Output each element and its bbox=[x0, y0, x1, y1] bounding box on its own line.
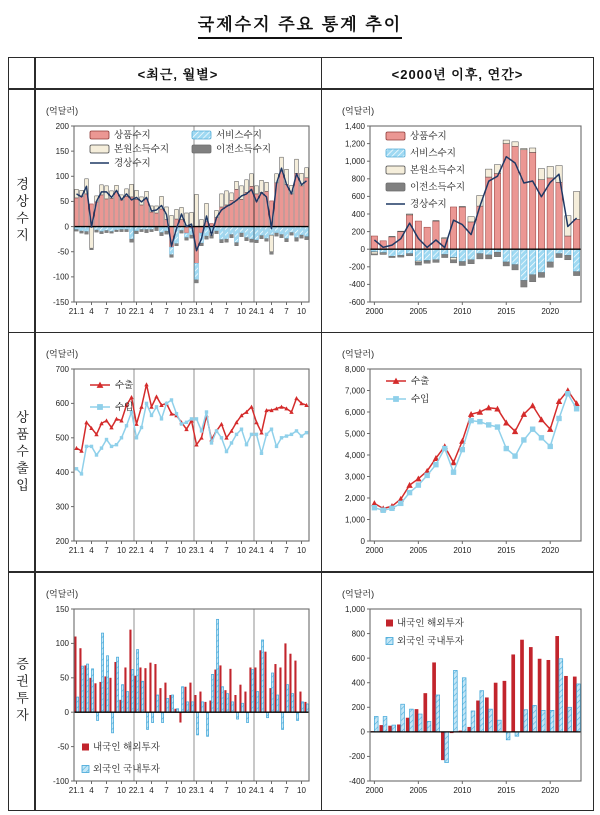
svg-text:22.1: 22.1 bbox=[128, 785, 144, 795]
svg-text:4: 4 bbox=[88, 546, 94, 555]
svg-text:이전소득수지: 이전소득수지 bbox=[410, 181, 466, 193]
svg-text:7: 7 bbox=[103, 785, 109, 795]
svg-text:상품수지: 상품수지 bbox=[410, 130, 447, 142]
svg-text:-100: -100 bbox=[52, 776, 69, 786]
svg-text:-50: -50 bbox=[56, 741, 69, 751]
row-label-securities: 증권투자 bbox=[9, 573, 34, 811]
svg-text:4: 4 bbox=[208, 785, 214, 795]
svg-text:-400: -400 bbox=[348, 776, 365, 786]
svg-text:600: 600 bbox=[351, 653, 365, 663]
svg-text:22.1: 22.1 bbox=[128, 306, 144, 316]
svg-text:-400: -400 bbox=[348, 279, 365, 289]
svg-text:500: 500 bbox=[55, 433, 69, 443]
svg-text:본원소득수지: 본원소득수지 bbox=[410, 164, 466, 176]
chart-securities-monthly bbox=[36, 573, 321, 811]
svg-text:7: 7 bbox=[223, 306, 229, 316]
current-account-monthly-svg bbox=[36, 90, 321, 332]
svg-text:800: 800 bbox=[351, 174, 365, 184]
svg-text:10: 10 bbox=[176, 785, 186, 795]
svg-text:400: 400 bbox=[351, 209, 365, 219]
svg-text:2010: 2010 bbox=[453, 785, 472, 795]
svg-text:외국인 국내투자: 외국인 국내투자 bbox=[397, 635, 464, 647]
svg-text:경상수지: 경상수지 bbox=[113, 157, 151, 169]
svg-text:23.1: 23.1 bbox=[188, 546, 204, 555]
svg-text:2020: 2020 bbox=[541, 785, 560, 795]
svg-text:0: 0 bbox=[360, 727, 365, 737]
svg-text:100: 100 bbox=[55, 171, 69, 181]
chart-current-account-monthly bbox=[36, 90, 321, 332]
securities-annual-svg bbox=[322, 573, 593, 811]
svg-text:내국인 해외투자: 내국인 해외투자 bbox=[397, 617, 464, 629]
svg-text:2010: 2010 bbox=[453, 546, 472, 555]
svg-text:-150: -150 bbox=[52, 297, 69, 307]
svg-text:2010: 2010 bbox=[453, 306, 472, 316]
svg-text:7: 7 bbox=[223, 546, 229, 555]
svg-text:1,000: 1,000 bbox=[344, 604, 365, 614]
svg-text:7: 7 bbox=[103, 546, 109, 555]
svg-text:이전소득수지: 이전소득수지 bbox=[215, 143, 271, 155]
svg-text:1,200: 1,200 bbox=[344, 138, 365, 148]
chart-securities-annual bbox=[322, 573, 593, 811]
chart-trade-annual bbox=[322, 333, 593, 571]
svg-text:(억달러): (억달러) bbox=[45, 588, 78, 599]
svg-text:(억달러): (억달러) bbox=[45, 105, 78, 116]
svg-text:400: 400 bbox=[351, 678, 365, 688]
trade-monthly-svg bbox=[36, 333, 321, 571]
svg-text:2,000: 2,000 bbox=[344, 493, 365, 503]
chart-current-account-annual bbox=[322, 90, 593, 332]
svg-text:50: 50 bbox=[59, 196, 69, 206]
svg-text:(억달러): (억달러) bbox=[342, 588, 375, 599]
svg-text:2015: 2015 bbox=[497, 546, 516, 555]
svg-text:-200: -200 bbox=[348, 751, 365, 761]
svg-text:4,000: 4,000 bbox=[344, 450, 365, 460]
svg-text:1,400: 1,400 bbox=[344, 121, 365, 131]
svg-text:24.1: 24.1 bbox=[248, 546, 264, 555]
svg-text:24.1: 24.1 bbox=[248, 785, 264, 795]
svg-text:수입: 수입 bbox=[411, 394, 430, 406]
row-label-trade: 상품수출입 bbox=[9, 333, 34, 571]
svg-text:4: 4 bbox=[268, 306, 274, 316]
svg-text:600: 600 bbox=[55, 399, 69, 409]
svg-text:200: 200 bbox=[55, 536, 69, 546]
trade-annual-svg bbox=[322, 333, 593, 571]
svg-text:1,000: 1,000 bbox=[344, 156, 365, 166]
svg-text:150: 150 bbox=[55, 146, 69, 156]
svg-text:10: 10 bbox=[296, 546, 306, 555]
page-title: 국제수지 주요 통계 추이 bbox=[0, 10, 600, 35]
svg-text:서비스수지: 서비스수지 bbox=[215, 129, 262, 141]
svg-text:22.1: 22.1 bbox=[128, 546, 144, 555]
svg-text:200: 200 bbox=[351, 702, 365, 712]
svg-text:수출: 수출 bbox=[411, 376, 430, 388]
svg-text:2015: 2015 bbox=[497, 785, 516, 795]
svg-text:7: 7 bbox=[283, 306, 289, 316]
svg-text:(억달러): (억달러) bbox=[342, 349, 375, 359]
column-header-monthly: <최근, 월별> bbox=[36, 58, 321, 88]
svg-text:0: 0 bbox=[360, 536, 365, 546]
svg-text:3,000: 3,000 bbox=[344, 472, 365, 482]
svg-text:100: 100 bbox=[55, 638, 69, 648]
svg-text:10: 10 bbox=[296, 306, 306, 316]
svg-text:-600: -600 bbox=[348, 297, 365, 307]
svg-text:200: 200 bbox=[351, 226, 365, 236]
svg-text:7: 7 bbox=[163, 546, 169, 555]
stats-table bbox=[8, 57, 594, 811]
svg-text:2005: 2005 bbox=[409, 785, 428, 795]
svg-text:10: 10 bbox=[116, 785, 126, 795]
svg-text:21.1: 21.1 bbox=[68, 546, 84, 555]
svg-text:4: 4 bbox=[268, 546, 274, 555]
svg-text:서비스수지: 서비스수지 bbox=[410, 147, 456, 159]
svg-text:800: 800 bbox=[351, 628, 365, 638]
svg-text:4: 4 bbox=[208, 306, 214, 316]
svg-text:외국인 국내투자: 외국인 국내투자 bbox=[92, 763, 160, 775]
svg-text:700: 700 bbox=[55, 364, 69, 374]
svg-text:4: 4 bbox=[148, 306, 154, 316]
svg-text:-100: -100 bbox=[52, 272, 69, 282]
svg-text:2000: 2000 bbox=[365, 546, 384, 555]
svg-text:10: 10 bbox=[116, 546, 126, 555]
svg-text:0: 0 bbox=[64, 707, 69, 717]
svg-text:-200: -200 bbox=[348, 262, 365, 272]
svg-text:4: 4 bbox=[268, 785, 274, 795]
svg-text:200: 200 bbox=[55, 121, 69, 131]
svg-text:400: 400 bbox=[55, 468, 69, 477]
svg-text:(억달러): (억달러) bbox=[45, 349, 78, 359]
svg-text:수출: 수출 bbox=[114, 380, 133, 392]
svg-text:2000: 2000 bbox=[365, 785, 384, 795]
svg-text:4: 4 bbox=[148, 785, 154, 795]
svg-text:10: 10 bbox=[236, 306, 246, 316]
svg-text:8,000: 8,000 bbox=[344, 364, 365, 374]
svg-text:7,000: 7,000 bbox=[344, 386, 365, 396]
securities-monthly-svg bbox=[36, 573, 321, 811]
svg-text:7: 7 bbox=[223, 785, 229, 795]
svg-text:본원소득수지: 본원소득수지 bbox=[113, 143, 169, 155]
svg-text:21.1: 21.1 bbox=[68, 306, 84, 316]
svg-text:수입: 수입 bbox=[114, 402, 133, 414]
svg-text:6,000: 6,000 bbox=[344, 407, 365, 417]
column-header-annual: <2000년 이후, 연간> bbox=[322, 58, 593, 88]
svg-text:4: 4 bbox=[88, 785, 94, 795]
svg-text:50: 50 bbox=[59, 673, 69, 683]
svg-text:7: 7 bbox=[283, 785, 289, 795]
svg-text:상품수지: 상품수지 bbox=[113, 129, 151, 141]
svg-text:5,000: 5,000 bbox=[344, 429, 365, 439]
svg-text:7: 7 bbox=[103, 306, 109, 316]
svg-text:10: 10 bbox=[176, 306, 186, 316]
svg-text:23.1: 23.1 bbox=[188, 306, 204, 316]
svg-text:4: 4 bbox=[88, 306, 94, 316]
row-label-current-account: 경상수지 bbox=[9, 90, 34, 332]
svg-text:2000: 2000 bbox=[365, 306, 384, 316]
svg-text:0: 0 bbox=[64, 221, 69, 231]
current-account-annual-svg bbox=[322, 90, 593, 332]
svg-text:10: 10 bbox=[296, 785, 306, 795]
svg-text:2015: 2015 bbox=[497, 306, 516, 316]
svg-text:300: 300 bbox=[55, 502, 69, 512]
svg-text:10: 10 bbox=[176, 546, 186, 555]
svg-text:0: 0 bbox=[360, 244, 365, 254]
svg-text:600: 600 bbox=[351, 191, 365, 201]
svg-text:2005: 2005 bbox=[409, 306, 428, 316]
svg-text:1,000: 1,000 bbox=[344, 515, 365, 525]
svg-text:4: 4 bbox=[208, 546, 214, 555]
svg-text:10: 10 bbox=[236, 785, 246, 795]
chart-trade-monthly bbox=[36, 333, 321, 571]
svg-text:10: 10 bbox=[236, 546, 246, 555]
svg-text:7: 7 bbox=[163, 306, 169, 316]
svg-text:경상수지: 경상수지 bbox=[410, 198, 447, 210]
svg-text:7: 7 bbox=[283, 546, 289, 555]
svg-text:23.1: 23.1 bbox=[188, 785, 204, 795]
svg-text:150: 150 bbox=[55, 604, 69, 614]
svg-text:21.1: 21.1 bbox=[68, 785, 84, 795]
svg-text:-50: -50 bbox=[56, 247, 69, 257]
svg-text:24.1: 24.1 bbox=[248, 306, 264, 316]
svg-text:2005: 2005 bbox=[409, 546, 428, 555]
svg-text:2020: 2020 bbox=[541, 306, 560, 316]
svg-text:내국인 해외투자: 내국인 해외투자 bbox=[92, 741, 160, 753]
svg-text:(억달러): (억달러) bbox=[342, 105, 375, 116]
svg-text:10: 10 bbox=[116, 306, 126, 316]
svg-text:2020: 2020 bbox=[541, 546, 560, 555]
table-corner-cell bbox=[9, 58, 34, 88]
svg-text:4: 4 bbox=[148, 546, 154, 555]
svg-text:7: 7 bbox=[163, 785, 169, 795]
